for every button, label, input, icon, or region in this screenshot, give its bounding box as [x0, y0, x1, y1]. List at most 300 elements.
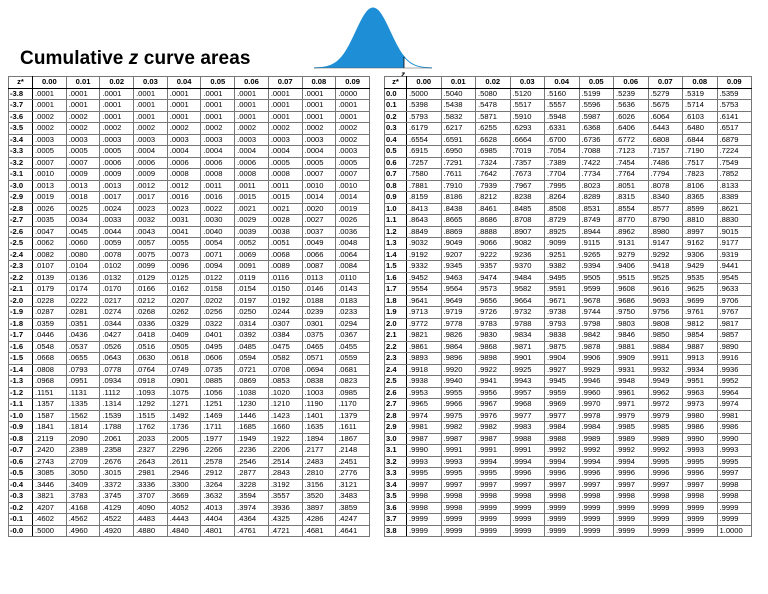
- title-prefix: Cumulative: [20, 48, 129, 69]
- table-row: [385, 307, 752, 319]
- z-value-cell: -3.6: [9, 111, 33, 123]
- table-row: [385, 100, 752, 112]
- probability-cell: .0559: [336, 353, 370, 365]
- probability-cell: .9999: [614, 525, 649, 537]
- probability-cell: .0001: [235, 88, 269, 100]
- probability-cell: .0526: [100, 341, 134, 353]
- probability-cell: .7422: [579, 157, 614, 169]
- probability-cell: .3707: [134, 491, 168, 503]
- probability-cell: .5871: [476, 111, 511, 123]
- z-value-cell: 2.6: [385, 387, 407, 399]
- probability-cell: .0021: [235, 203, 269, 215]
- probability-cell: .9582: [510, 284, 545, 296]
- probability-cell: .8577: [648, 203, 683, 215]
- probability-cell: .9875: [545, 341, 580, 353]
- z-axis-label: z: [401, 70, 405, 78]
- probability-cell: .9996: [510, 468, 545, 480]
- probability-cell: .4013: [201, 502, 235, 514]
- title-variable: z: [128, 48, 139, 69]
- probability-cell: .5359: [717, 88, 752, 100]
- probability-cell: .9898: [476, 353, 511, 365]
- probability-cell: .0082: [33, 249, 67, 261]
- probability-cell: .9633: [717, 284, 752, 296]
- probability-cell: .0630: [134, 353, 168, 365]
- probability-cell: .9997: [545, 479, 580, 491]
- probability-cell: .2358: [100, 445, 134, 457]
- probability-cell: .1112: [100, 387, 134, 399]
- probability-cell: .9846: [614, 330, 649, 342]
- probability-cell: .8485: [510, 203, 545, 215]
- probability-cell: .8133: [717, 180, 752, 192]
- probability-cell: .0034: [66, 215, 100, 227]
- z-value-cell: 0.3: [385, 123, 407, 135]
- probability-cell: .0102: [100, 261, 134, 273]
- probability-cell: .3897: [302, 502, 336, 514]
- probability-cell: .2877: [235, 468, 269, 480]
- probability-cell: .8212: [476, 192, 511, 204]
- probability-cell: .9974: [407, 410, 442, 422]
- probability-cell: .0001: [235, 111, 269, 123]
- probability-cell: .9999: [683, 525, 718, 537]
- probability-cell: .0192: [268, 295, 302, 307]
- table-row: [385, 180, 752, 192]
- probability-cell: .6772: [614, 134, 649, 146]
- column-header: 0.06: [614, 77, 649, 89]
- probability-cell: .9999: [683, 502, 718, 514]
- probability-cell: .8849: [407, 226, 442, 238]
- table-row: [385, 456, 752, 468]
- z-value-cell: -2.6: [9, 226, 33, 238]
- z-value-cell: 3.6: [385, 502, 407, 514]
- probability-cell: .9998: [717, 479, 752, 491]
- probability-cell: .0314: [235, 318, 269, 330]
- table-row: [9, 88, 370, 100]
- probability-cell: .9131: [614, 238, 649, 250]
- probability-cell: .9995: [407, 468, 442, 480]
- probability-cell: .6406: [614, 123, 649, 135]
- probability-cell: .1292: [134, 399, 168, 411]
- probability-cell: .6915: [407, 146, 442, 158]
- probability-cell: .9868: [476, 341, 511, 353]
- probability-cell: .0694: [302, 364, 336, 376]
- probability-cell: .0010: [302, 180, 336, 192]
- probability-cell: .8810: [683, 215, 718, 227]
- probability-cell: .9966: [441, 399, 476, 411]
- probability-cell: .9985: [648, 422, 683, 434]
- probability-cell: .9896: [441, 353, 476, 365]
- probability-cell: .9099: [545, 238, 580, 250]
- probability-cell: .9554: [407, 284, 442, 296]
- table-row: [385, 491, 752, 503]
- shaded-area: [314, 8, 404, 68]
- probability-cell: .7123: [614, 146, 649, 158]
- probability-cell: .9931: [614, 364, 649, 376]
- probability-cell: .9394: [579, 261, 614, 273]
- probability-cell: .0003: [268, 134, 302, 146]
- probability-cell: .0025: [66, 203, 100, 215]
- table-row: [385, 376, 752, 388]
- probability-cell: .9999: [476, 502, 511, 514]
- probability-cell: .0018: [66, 192, 100, 204]
- probability-cell: .7486: [648, 157, 683, 169]
- probability-cell: .8980: [648, 226, 683, 238]
- probability-cell: .0002: [201, 123, 235, 135]
- probability-cell: .9798: [579, 318, 614, 330]
- probability-cell: .0384: [268, 330, 302, 342]
- table-row: [385, 111, 752, 123]
- probability-cell: .0014: [302, 192, 336, 204]
- probability-cell: .0228: [33, 295, 67, 307]
- probability-cell: .7764: [614, 169, 649, 181]
- probability-cell: .0885: [201, 376, 235, 388]
- probability-cell: .3974: [235, 502, 269, 514]
- probability-cell: .0001: [302, 88, 336, 100]
- probability-cell: .3446: [33, 479, 67, 491]
- probability-cell: .0004: [302, 146, 336, 158]
- probability-cell: .2743: [33, 456, 67, 468]
- probability-cell: .0222: [66, 295, 100, 307]
- probability-cell: .1539: [100, 410, 134, 422]
- probability-cell: .9452: [407, 272, 442, 284]
- table-header-row: [385, 77, 752, 89]
- probability-cell: .9998: [476, 491, 511, 503]
- probability-cell: .0548: [33, 341, 67, 353]
- probability-cell: .1003: [302, 387, 336, 399]
- table-row: [9, 272, 370, 284]
- z-value-cell: 0.1: [385, 100, 407, 112]
- probability-cell: .9909: [614, 353, 649, 365]
- probability-cell: .9864: [441, 341, 476, 353]
- probability-cell: .0250: [235, 307, 269, 319]
- probability-cell: .0019: [336, 203, 370, 215]
- probability-cell: .9732: [510, 307, 545, 319]
- probability-cell: .0073: [167, 249, 201, 261]
- probability-cell: .2810: [302, 468, 336, 480]
- probability-cell: .0019: [33, 192, 67, 204]
- probability-cell: .2389: [66, 445, 100, 457]
- probability-cell: .6879: [717, 134, 752, 146]
- probability-cell: .2266: [201, 445, 235, 457]
- probability-cell: .0287: [33, 307, 67, 319]
- probability-cell: .9842: [579, 330, 614, 342]
- probability-cell: .9977: [545, 410, 580, 422]
- probability-cell: .0001: [268, 88, 302, 100]
- probability-cell: .0013: [100, 180, 134, 192]
- probability-cell: .5120: [510, 88, 545, 100]
- probability-cell: .1056: [201, 387, 235, 399]
- probability-cell: .0793: [66, 364, 100, 376]
- probability-cell: .1357: [33, 399, 67, 411]
- probability-cell: .6331: [545, 123, 580, 135]
- table-row: [385, 422, 752, 434]
- probability-cell: .0606: [201, 353, 235, 365]
- probability-cell: .9812: [683, 318, 718, 330]
- probability-cell: .9994: [614, 456, 649, 468]
- z-value-cell: -2.4: [9, 249, 33, 261]
- table-row: [385, 123, 752, 135]
- column-header: 0.08: [683, 77, 718, 89]
- z-value-cell: 1.6: [385, 272, 407, 284]
- probability-cell: .9857: [717, 330, 752, 342]
- probability-cell: .1314: [100, 399, 134, 411]
- table-row: [385, 330, 752, 342]
- probability-cell: .9932: [648, 364, 683, 376]
- probability-cell: .9901: [510, 353, 545, 365]
- probability-cell: .9983: [510, 422, 545, 434]
- probability-cell: .9975: [441, 410, 476, 422]
- table-row: [385, 169, 752, 181]
- table-row: [9, 123, 370, 135]
- probability-cell: .6664: [510, 134, 545, 146]
- probability-cell: .0618: [167, 353, 201, 365]
- z-value-cell: 1.8: [385, 295, 407, 307]
- probability-cell: .6217: [441, 123, 476, 135]
- probability-cell: .0071: [201, 249, 235, 261]
- probability-cell: .9881: [614, 341, 649, 353]
- probability-cell: .9664: [510, 295, 545, 307]
- probability-cell: .9996: [579, 468, 614, 480]
- probability-cell: .2946: [167, 468, 201, 480]
- probability-cell: .9916: [717, 353, 752, 365]
- probability-cell: .9996: [648, 468, 683, 480]
- z-value-cell: -1.9: [9, 307, 33, 319]
- positive-z-table: [384, 76, 752, 537]
- z-value-cell: -0.7: [9, 445, 33, 457]
- probability-cell: .0004: [268, 146, 302, 158]
- probability-cell: .9998: [648, 491, 683, 503]
- table-row: [385, 410, 752, 422]
- probability-cell: .3821: [33, 491, 67, 503]
- z-value-cell: -3.5: [9, 123, 33, 135]
- probability-cell: .8830: [717, 215, 752, 227]
- z-value-cell: 0.2: [385, 111, 407, 123]
- z-value-cell: 2.9: [385, 422, 407, 434]
- probability-cell: .0166: [134, 284, 168, 296]
- table-header-row: [9, 77, 370, 89]
- probability-cell: .9115: [579, 238, 614, 250]
- probability-cell: .0010: [33, 169, 67, 181]
- probability-cell: .9599: [579, 284, 614, 296]
- probability-cell: .9573: [476, 284, 511, 296]
- probability-cell: .0002: [235, 123, 269, 135]
- probability-cell: .7454: [614, 157, 649, 169]
- probability-cell: .9989: [648, 433, 683, 445]
- probability-cell: .0002: [134, 123, 168, 135]
- z-value-cell: 2.1: [385, 330, 407, 342]
- probability-cell: .6064: [648, 111, 683, 123]
- z-value-cell: -1.1: [9, 399, 33, 411]
- probability-cell: .6026: [614, 111, 649, 123]
- probability-cell: .0004: [167, 146, 201, 158]
- table-row: [385, 399, 752, 411]
- probability-cell: .2005: [167, 433, 201, 445]
- probability-cell: .9970: [579, 399, 614, 411]
- probability-cell: .0003: [167, 134, 201, 146]
- probability-cell: .0052: [235, 238, 269, 250]
- probability-cell: .0066: [302, 249, 336, 261]
- probability-cell: .9999: [476, 514, 511, 526]
- column-header: 0.04: [545, 77, 580, 89]
- column-header: 0.04: [167, 77, 201, 89]
- probability-cell: .0139: [33, 272, 67, 284]
- probability-cell: .0968: [33, 376, 67, 388]
- probability-cell: .0003: [235, 134, 269, 146]
- probability-cell: .0068: [268, 249, 302, 261]
- probability-cell: .9279: [614, 249, 649, 261]
- probability-cell: .6554: [407, 134, 442, 146]
- probability-cell: .0162: [167, 284, 201, 296]
- probability-cell: .7549: [717, 157, 752, 169]
- probability-cell: .9625: [683, 284, 718, 296]
- z-value-cell: -1.3: [9, 376, 33, 388]
- column-header: 0.08: [302, 77, 336, 89]
- probability-cell: .8508: [545, 203, 580, 215]
- probability-cell: .9236: [510, 249, 545, 261]
- probability-cell: .0007: [302, 169, 336, 181]
- column-header: 0.02: [100, 77, 134, 89]
- probability-cell: .3192: [268, 479, 302, 491]
- probability-cell: .5910: [510, 111, 545, 123]
- probability-cell: .4960: [66, 525, 100, 537]
- probability-cell: .0436: [66, 330, 100, 342]
- probability-cell: .9971: [614, 399, 649, 411]
- probability-cell: .9719: [441, 307, 476, 319]
- probability-cell: .9222: [476, 249, 511, 261]
- probability-cell: .2451: [336, 456, 370, 468]
- probability-cell: .0007: [33, 157, 67, 169]
- probability-cell: .8554: [614, 203, 649, 215]
- table-row: [385, 238, 752, 250]
- z-value-cell: -1.8: [9, 318, 33, 330]
- probability-cell: .0048: [336, 238, 370, 250]
- probability-cell: .9861: [407, 341, 442, 353]
- probability-cell: .0044: [100, 226, 134, 238]
- probability-cell: .9918: [407, 364, 442, 376]
- probability-cell: .9147: [648, 238, 683, 250]
- table-row: [9, 180, 370, 192]
- probability-cell: .8340: [648, 192, 683, 204]
- z-value-cell: 0.7: [385, 169, 407, 181]
- probability-cell: .7257: [407, 157, 442, 169]
- probability-cell: .3015: [100, 468, 134, 480]
- probability-cell: .5987: [579, 111, 614, 123]
- probability-cell: .4641: [336, 525, 370, 537]
- probability-cell: .0087: [302, 261, 336, 273]
- probability-cell: .0336: [134, 318, 168, 330]
- probability-cell: .0002: [33, 111, 67, 123]
- probability-cell: .1977: [201, 433, 235, 445]
- probability-cell: .0008: [167, 169, 201, 181]
- probability-cell: .8888: [476, 226, 511, 238]
- probability-cell: .0351: [66, 318, 100, 330]
- probability-cell: .9996: [545, 468, 580, 480]
- probability-cell: .9995: [476, 468, 511, 480]
- probability-cell: .9838: [545, 330, 580, 342]
- probability-cell: .0008: [201, 169, 235, 181]
- probability-cell: .0329: [167, 318, 201, 330]
- column-header: 0.01: [66, 77, 100, 89]
- table-row: [9, 456, 370, 468]
- z-value-cell: 1.7: [385, 284, 407, 296]
- probability-cell: .0778: [100, 364, 134, 376]
- probability-cell: .0041: [167, 226, 201, 238]
- probability-cell: .9693: [648, 295, 683, 307]
- probability-cell: .9999: [545, 514, 580, 526]
- probability-cell: .9803: [614, 318, 649, 330]
- probability-cell: .0001: [235, 100, 269, 112]
- probability-cell: .0009: [134, 169, 168, 181]
- probability-cell: .0401: [201, 330, 235, 342]
- probability-cell: .8621: [717, 203, 752, 215]
- probability-cell: .9997: [510, 479, 545, 491]
- probability-cell: .0207: [167, 295, 201, 307]
- z-value-cell: 3.0: [385, 433, 407, 445]
- probability-cell: .9998: [614, 491, 649, 503]
- probability-cell: .9998: [510, 491, 545, 503]
- probability-cell: .9904: [545, 353, 580, 365]
- table-row: [385, 215, 752, 227]
- z-value-cell: -0.3: [9, 491, 33, 503]
- z-value-cell: 2.3: [385, 353, 407, 365]
- probability-cell: .9996: [614, 468, 649, 480]
- probability-cell: .9997: [579, 479, 614, 491]
- probability-cell: .0011: [268, 180, 302, 192]
- probability-cell: .1711: [201, 422, 235, 434]
- z-value-cell: 1.9: [385, 307, 407, 319]
- table-row: [9, 284, 370, 296]
- probability-cell: .9306: [683, 249, 718, 261]
- probability-cell: .0005: [268, 157, 302, 169]
- probability-cell: .1949: [235, 433, 269, 445]
- probability-cell: .6368: [579, 123, 614, 135]
- probability-cell: .4052: [167, 502, 201, 514]
- probability-cell: .1210: [268, 399, 302, 411]
- probability-cell: .0002: [336, 123, 370, 135]
- probability-cell: .2546: [235, 456, 269, 468]
- probability-cell: .9319: [717, 249, 752, 261]
- probability-cell: .0089: [268, 261, 302, 273]
- column-header: 0.07: [648, 77, 683, 89]
- probability-cell: .9162: [683, 238, 718, 250]
- probability-cell: .0033: [100, 215, 134, 227]
- probability-cell: .0708: [268, 364, 302, 376]
- table-row: [385, 364, 752, 376]
- probability-cell: .7224: [717, 146, 752, 158]
- probability-cell: .9998: [717, 491, 752, 503]
- probability-cell: .1685: [235, 422, 269, 434]
- probability-cell: .7157: [648, 146, 683, 158]
- probability-cell: .0239: [302, 307, 336, 319]
- probability-cell: .9994: [579, 456, 614, 468]
- probability-cell: .2643: [134, 456, 168, 468]
- probability-cell: .9999: [614, 514, 649, 526]
- probability-cell: .3085: [33, 468, 67, 480]
- probability-cell: .9991: [441, 445, 476, 457]
- probability-cell: .0078: [100, 249, 134, 261]
- probability-cell: .9986: [683, 422, 718, 434]
- probability-cell: .9993: [441, 456, 476, 468]
- z-column-header: z*: [9, 77, 33, 89]
- probability-cell: .0062: [33, 238, 67, 250]
- probability-cell: .9984: [579, 422, 614, 434]
- probability-cell: .8051: [614, 180, 649, 192]
- probability-cell: .9999: [648, 514, 683, 526]
- probability-cell: .0005: [33, 146, 67, 158]
- probability-cell: .8962: [614, 226, 649, 238]
- probability-cell: 1.0000: [717, 525, 752, 537]
- probability-cell: .0985: [336, 387, 370, 399]
- probability-cell: .0721: [235, 364, 269, 376]
